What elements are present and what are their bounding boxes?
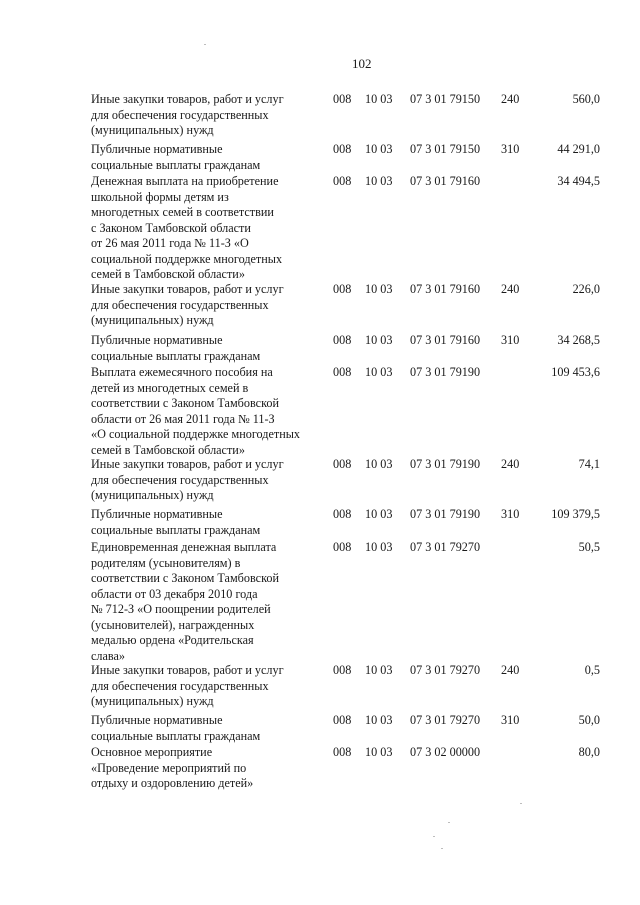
scan-speck	[433, 836, 435, 837]
description-line: (усыновителей), награжденных	[91, 617, 255, 632]
description-line: социальные выплаты гражданам	[91, 157, 261, 172]
ministry-code: 008	[333, 745, 352, 759]
ministry-code: 008	[333, 663, 352, 677]
ministry-code: 008	[333, 92, 352, 106]
ministry-code: 008	[333, 333, 352, 347]
description-line: соответствии с Законом Тамбовской	[91, 571, 279, 585]
description-line: слава»	[91, 648, 125, 663]
expense-type-code: 240	[501, 663, 520, 677]
row-description	[91, 92, 331, 139]
amount: 80,0	[578, 745, 600, 759]
page-number: 102	[352, 56, 372, 71]
description-line: родителям (усыновителям) в	[91, 555, 241, 570]
ministry-code: 008	[333, 174, 352, 188]
expense-type-code: 310	[501, 713, 520, 727]
target-article-code: 07 3 01 79190	[410, 365, 481, 379]
section-code: 10 03	[365, 333, 393, 347]
amount: 109 379,5	[551, 507, 600, 521]
section-code: 10 03	[365, 507, 393, 521]
section-code: 10 03	[365, 142, 393, 156]
target-article-code: 07 3 02 00000	[410, 745, 481, 759]
description-line: Публичные нормативные	[91, 333, 223, 347]
description-line: социальные выплаты гражданам	[91, 728, 261, 743]
target-article-code: 07 3 01 79270	[410, 713, 481, 727]
description-line: области от 26 мая 2011 года № 11-З	[91, 411, 275, 426]
amount: 50,0	[578, 713, 600, 727]
description-line: для обеспечения государственных	[91, 678, 269, 693]
row-description	[91, 142, 331, 173]
description-line: многодетных семей в соответствии	[91, 205, 274, 219]
description-line: для обеспечения государственных	[91, 472, 269, 487]
expense-type-code: 310	[501, 333, 520, 347]
row-description	[91, 663, 331, 710]
description-line: Иные закупки товаров, работ и услуг	[91, 457, 284, 471]
expense-type-code: 310	[501, 507, 520, 521]
row-description	[91, 745, 331, 792]
description-line: «Проведение мероприятий по	[91, 760, 247, 775]
description-line: с Законом Тамбовской области	[91, 220, 251, 235]
amount: 34 494,5	[557, 174, 600, 188]
section-code: 10 03	[365, 92, 393, 106]
description-line: «О социальной поддержке многодетных	[91, 427, 301, 441]
scan-speck	[448, 822, 450, 823]
ministry-code: 008	[333, 365, 352, 379]
row-description	[91, 333, 331, 364]
ministry-code: 008	[333, 507, 352, 521]
description-line: соответствии с Законом Тамбовской	[91, 396, 279, 410]
description-line: от 26 мая 2011 года № 11-З «О	[91, 236, 249, 250]
description-line: № 712-З «О поощрении родителей	[91, 602, 271, 616]
section-code: 10 03	[365, 713, 393, 727]
description-line: Денежная выплата на приобретение	[91, 174, 279, 188]
section-code: 10 03	[365, 457, 393, 471]
description-line: (муниципальных) нужд	[91, 313, 214, 327]
section-code: 10 03	[365, 174, 393, 188]
description-line: (муниципальных) нужд	[91, 694, 214, 708]
target-article-code: 07 3 01 79160	[410, 174, 481, 188]
amount: 0,5	[584, 663, 600, 677]
target-article-code: 07 3 01 79150	[410, 92, 481, 106]
description-line: социальные выплаты гражданам	[91, 348, 261, 363]
row-description	[91, 507, 331, 538]
description-line: Единовременная денежная выплата	[91, 540, 277, 554]
description-line: детей из многодетных семей в	[91, 380, 249, 395]
amount: 560,0	[572, 92, 600, 106]
target-article-code: 07 3 01 79160	[410, 282, 481, 296]
scan-speck	[204, 44, 206, 45]
section-code: 10 03	[365, 365, 393, 379]
description-line: Публичные нормативные	[91, 507, 223, 521]
amount: 109 453,6	[551, 365, 600, 379]
scan-speck	[441, 848, 443, 849]
scan-speck	[520, 803, 522, 804]
row-description	[91, 174, 331, 283]
target-article-code: 07 3 01 79150	[410, 142, 481, 156]
amount: 44 291,0	[557, 142, 600, 156]
expense-type-code: 240	[501, 282, 520, 296]
description-line: социальные выплаты гражданам	[91, 522, 261, 537]
section-code: 10 03	[365, 663, 393, 677]
description-line: семей в Тамбовской области»	[91, 267, 245, 281]
row-description	[91, 365, 331, 458]
description-line: для обеспечения государственных	[91, 107, 269, 122]
description-line: Иные закупки товаров, работ и услуг	[91, 282, 284, 296]
description-line: области от 03 декабря 2010 года	[91, 586, 258, 601]
amount: 226,0	[572, 282, 600, 296]
amount: 34 268,5	[557, 333, 600, 347]
section-code: 10 03	[365, 540, 393, 554]
expense-type-code: 240	[501, 92, 520, 106]
description-line: социальной поддержке многодетных	[91, 251, 283, 266]
description-line: Иные закупки товаров, работ и услуг	[91, 663, 284, 677]
description-line: для обеспечения государственных	[91, 297, 269, 312]
target-article-code: 07 3 01 79160	[410, 333, 481, 347]
ministry-code: 008	[333, 282, 352, 296]
expense-type-code: 240	[501, 457, 520, 471]
description-line: Выплата ежемесячного пособия на	[91, 365, 273, 379]
amount: 50,5	[578, 540, 600, 554]
row-description	[91, 457, 331, 504]
section-code: 10 03	[365, 282, 393, 296]
ministry-code: 008	[333, 713, 352, 727]
ministry-code: 008	[333, 540, 352, 554]
description-line: (муниципальных) нужд	[91, 488, 214, 502]
description-line: отдыху и оздоровлению детей»	[91, 776, 254, 790]
row-description	[91, 713, 331, 744]
description-line: школьной формы детям из	[91, 189, 229, 204]
amount: 74,1	[578, 457, 600, 471]
target-article-code: 07 3 01 79270	[410, 540, 481, 554]
row-description	[91, 540, 331, 664]
description-line: Иные закупки товаров, работ и услуг	[91, 92, 284, 106]
target-article-code: 07 3 01 79190	[410, 507, 481, 521]
row-description	[91, 282, 331, 329]
target-article-code: 07 3 01 79270	[410, 663, 481, 677]
description-line: Основное мероприятие	[91, 745, 213, 759]
description-line: Публичные нормативные	[91, 713, 223, 727]
section-code: 10 03	[365, 745, 393, 759]
description-line: (муниципальных) нужд	[91, 123, 214, 137]
description-line: семей в Тамбовской области»	[91, 442, 245, 457]
ministry-code: 008	[333, 457, 352, 471]
description-line: медалью ордена «Родительская	[91, 633, 254, 647]
description-line: Публичные нормативные	[91, 142, 223, 156]
target-article-code: 07 3 01 79190	[410, 457, 481, 471]
expense-type-code: 310	[501, 142, 520, 156]
ministry-code: 008	[333, 142, 352, 156]
